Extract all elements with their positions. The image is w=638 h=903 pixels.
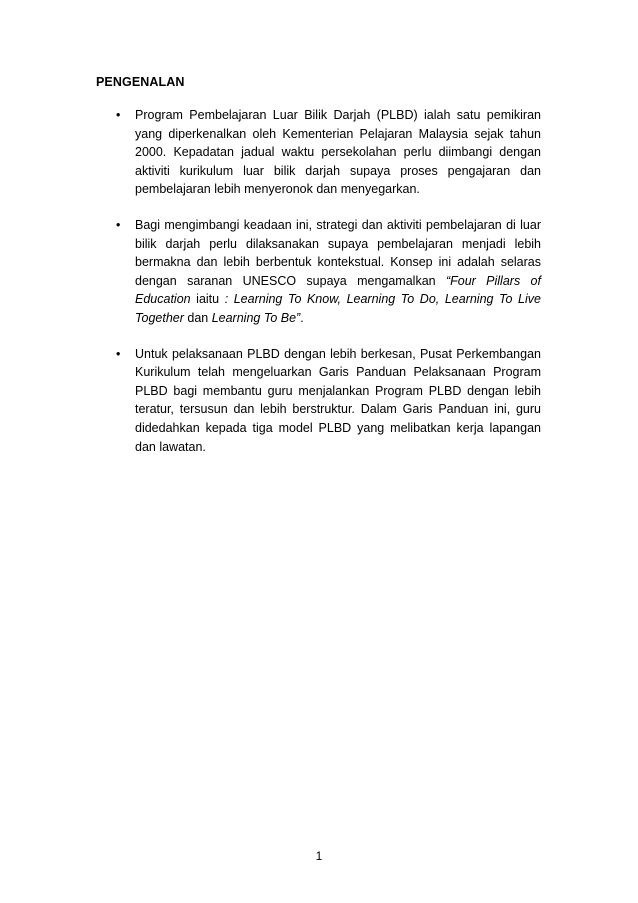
bullet-icon: • — [116, 217, 121, 232]
paragraph-2 — [135, 216, 541, 328]
paragraph-run: Program Pembelajaran Luar Bilik Darjah (PLBD) ialah satu pemikiran yang diperkenalkan oleh Kementerian Pelajaran Malaysia sejak tahun 2000. Kepadatan jadual waktu persekolahan perlu diimbangi dengan aktiviti kurikulum luar bilik darjah supaya proses pengajaran dan pembelajaran lebih menyeronok dan menyegarkan. — [135, 108, 541, 197]
paragraph-run: . — [300, 310, 304, 325]
paragraph-run: iaitu — [190, 292, 225, 307]
section-heading: PENGENALAN — [96, 75, 185, 89]
page-number: 1 — [315, 849, 323, 863]
bullet-item — [0, 216, 638, 328]
bullet-list — [0, 106, 638, 473]
bullet-icon: • — [116, 346, 121, 361]
paragraph-run: dan — [183, 310, 212, 325]
bullet-item — [0, 106, 638, 199]
paragraph-1 — [135, 106, 541, 199]
paragraph-run-italic: “Four Pillars of Education — [135, 273, 541, 307]
paragraph-run: Untuk pelaksanaan PLBD dengan lebih berkesan, Pusat Perkembangan Kurikulum telah mengeluarkan Garis Panduan Pelaksanaan Program PLBD bagi membantu guru menjalankan Program PLBD dengan lebih teratur, tersusun dan lebih berstruktur. Dalam Garis Panduan ini, guru didedahkan kepada tiga model PLBD yang melibatkan kerja lapangan dan lawatan. — [135, 346, 541, 454]
paragraph-run-italic: : Learning To Know, Learning To Do, Learning To Live Together — [135, 292, 541, 325]
bullet-item — [0, 345, 638, 457]
paragraph-run-italic: Learning To Be” — [211, 310, 301, 325]
paragraph-run: Bagi mengimbangi keadaan ini, strategi dan aktiviti pembelajaran di luar bilik darjah perlu dilaksanakan supaya pembelajaran menjadi lebih bermakna dan lebih berbentuk kontekstual. Konsep ini adalah selaras dengan saranan UNESCO supaya mengamalkan — [135, 217, 541, 288]
bullet-icon: • — [116, 108, 121, 122]
paragraph-3 — [135, 345, 541, 457]
